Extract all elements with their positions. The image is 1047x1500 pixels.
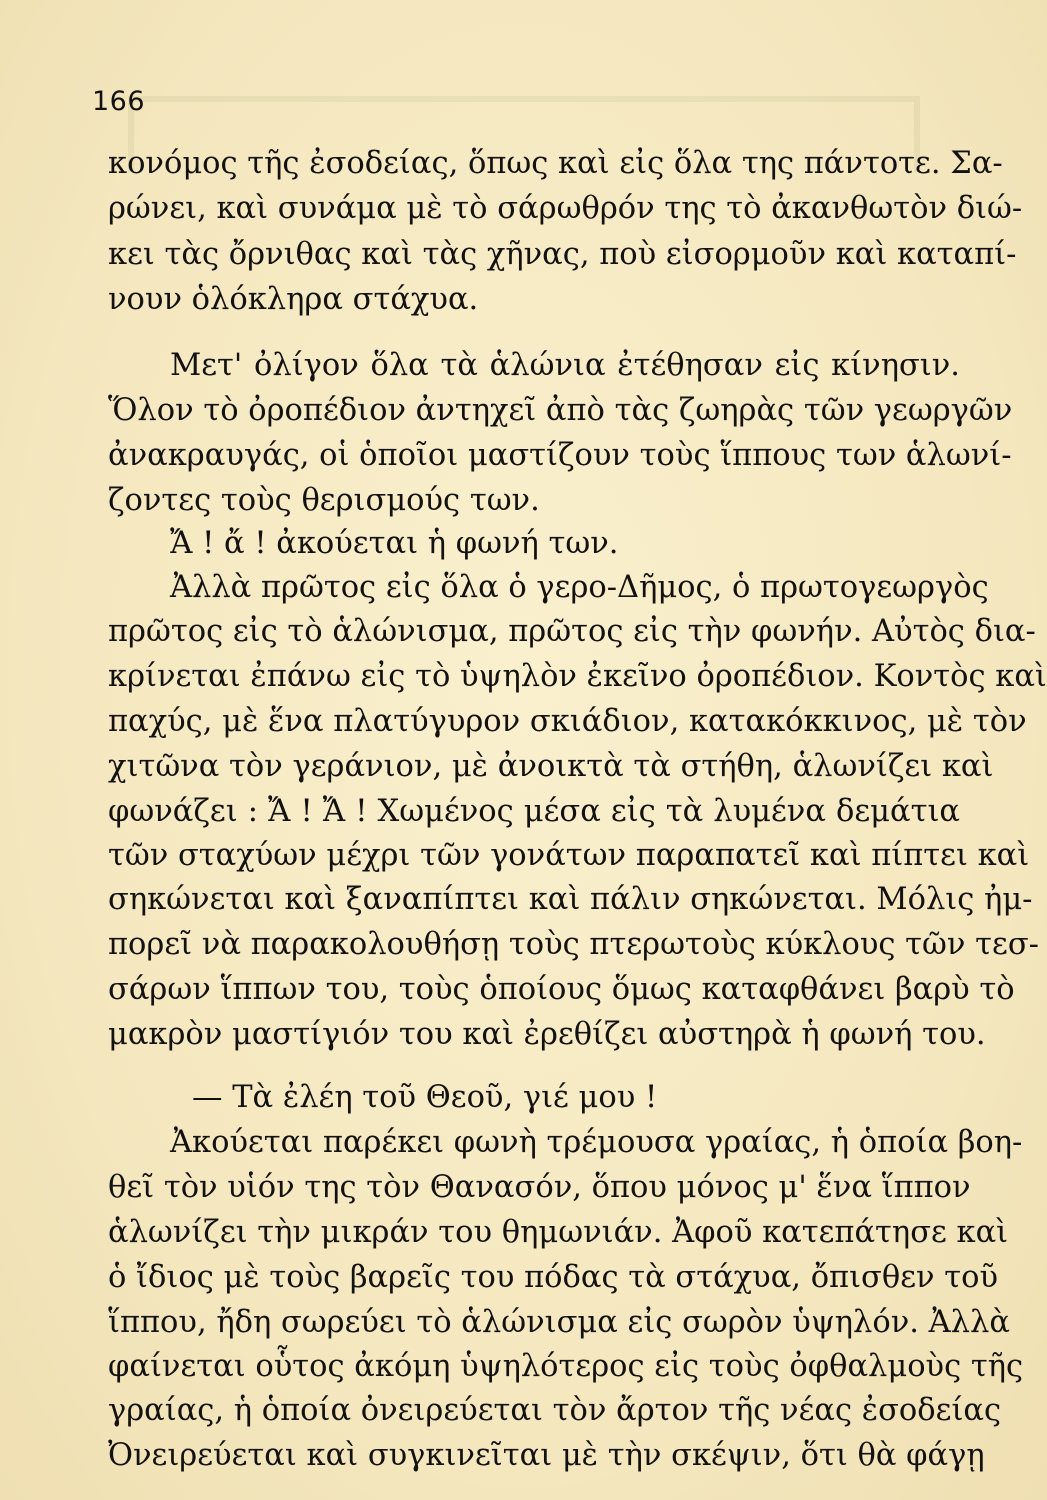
text-line: Ὀνειρεύεται καὶ συγκινεῖται μὲ τὴν σκέψιν, ὅτι θὰ φάγῃ — [108, 1438, 985, 1473]
text-line: ρώνει, καὶ συνάμα μὲ τὸ σάρωθρόν της τὸ ἀκανθωτὸν διώ- — [108, 191, 1023, 226]
text-line: σάρων ἵππων του, τοὺς ὁποίους ὅμως καταφθάνει βαρὺ τὸ — [108, 972, 1015, 1007]
text-line: θεῖ τὸν υἱόν της τὸν Θανασόν, ὅπου μόνος μ' ἕνα ἵππον — [108, 1170, 971, 1205]
text-line: σηκώνεται καὶ ξαναπίπτει καὶ πάλιν σηκώνεται. Μόλις ἠμ- — [108, 882, 1033, 917]
text-line: ἁλωνίζει τὴν μικράν του θημωνιάν. Ἀφοῦ κατεπάτησε καὶ — [108, 1215, 1009, 1250]
text-line: — Τὰ ἐλέη τοῦ Θεοῦ, γιέ μου ! — [192, 1080, 658, 1115]
text-line: κονόμος τῆς ἐσοδείας, ὅπως καὶ εἰς ὅλα της πάντοτε. Σα- — [108, 146, 1003, 181]
text-line: Ἀλλὰ πρῶτος εἰς ὅλα ὁ γερο-Δῆμος, ὁ πρωτογεωργὸς — [170, 570, 989, 605]
text-line: φαίνεται οὗτος ἀκόμη ὑψηλότερος εἰς τοὺς ὀφθαλμοὺς τῆς — [108, 1349, 1024, 1384]
text-line: Ὅλον τὸ ὀροπέδιον ἀντηχεῖ ἀπὸ τὰς ζωηρὰς τῶν γεωργῶν — [108, 393, 1013, 428]
text-line: ἀνακραυγάς, οἱ ὁποῖοι μαστίζουν τοὺς ἵππους των ἁλωνί- — [108, 438, 1012, 473]
text-line: μακρὸν μαστίγιόν του καὶ ἐρεθίζει αὐστηρὰ ἡ φωνή του. — [108, 1017, 986, 1052]
text-line: Μετ' ὀλίγον ὅλα τὰ ἁλώνια ἐτέθησαν εἰς κίνησιν. — [170, 348, 960, 383]
text-line: ὁ ἴδιος μὲ τοὺς βαρεῖς του πόδας τὰ στάχυα, ὄπισθεν τοῦ — [108, 1260, 999, 1295]
text-line: Ἀκούεται παρέκει φωνὴ τρέμουσα γραίας, ἡ ὁποία βοη- — [170, 1125, 1023, 1160]
text-line: παχύς, μὲ ἕνα πλατύγυρον σκιάδιον, κατακόκκινος, μὲ τὸν — [108, 704, 1027, 739]
text-line: τῶν σταχύων μέχρι τῶν γονάτων παραπατεῖ καὶ πίπτει καὶ — [108, 838, 1030, 873]
text-line: κρίνεται ἐπάνω εἰς τὸ ὑψηλὸν ἐκεῖνο ὀροπέδιον. Κοντὸς καὶ — [108, 659, 1047, 694]
text-line: πορεῖ νὰ παρακολουθήσῃ τοὺς πτερωτοὺς κύκλους τῶν τεσ- — [108, 927, 1039, 962]
text-line: νουν ὁλόκληρα στάχυα. — [108, 282, 479, 317]
text-line: γραίας, ἡ ὁποία ὀνειρεύεται τὸν ἄρτον τῆς νέας ἐσοδείας — [108, 1393, 1002, 1428]
text-line: Ἄ ! ἄ ! ἀκούεται ἡ φωνή των. — [170, 526, 619, 561]
text-line: κει τὰς ὄρνιθας καὶ τὰς χῆνας, ποὺ εἰσορμοῦν καὶ καταπί- — [108, 237, 1017, 272]
text-line: πρῶτος εἰς τὸ ἁλώνισμα, πρῶτος εἰς τὴν φωνήν. Αὐτὸς δια- — [108, 614, 1036, 649]
text-line: ἵππου, ἤδη σωρεύει τὸ ἁλώνισμα εἰς σωρὸν ὑψηλόν. Ἀλλὰ — [108, 1305, 1010, 1340]
page-number: 166 — [92, 86, 146, 117]
text-line: χιτῶνα τὸν γεράνιον, μὲ ἀνοικτὰ τὰ στήθη, ἁλωνίζει καὶ — [108, 749, 994, 784]
text-line: φωνάζει : Ἄ ! Ἄ ! Χωμένος μέσα εἰς τὰ λυμένα δεμάτια — [108, 794, 960, 829]
text-line: ζοντες τοὺς θερισμούς των. — [108, 483, 540, 518]
